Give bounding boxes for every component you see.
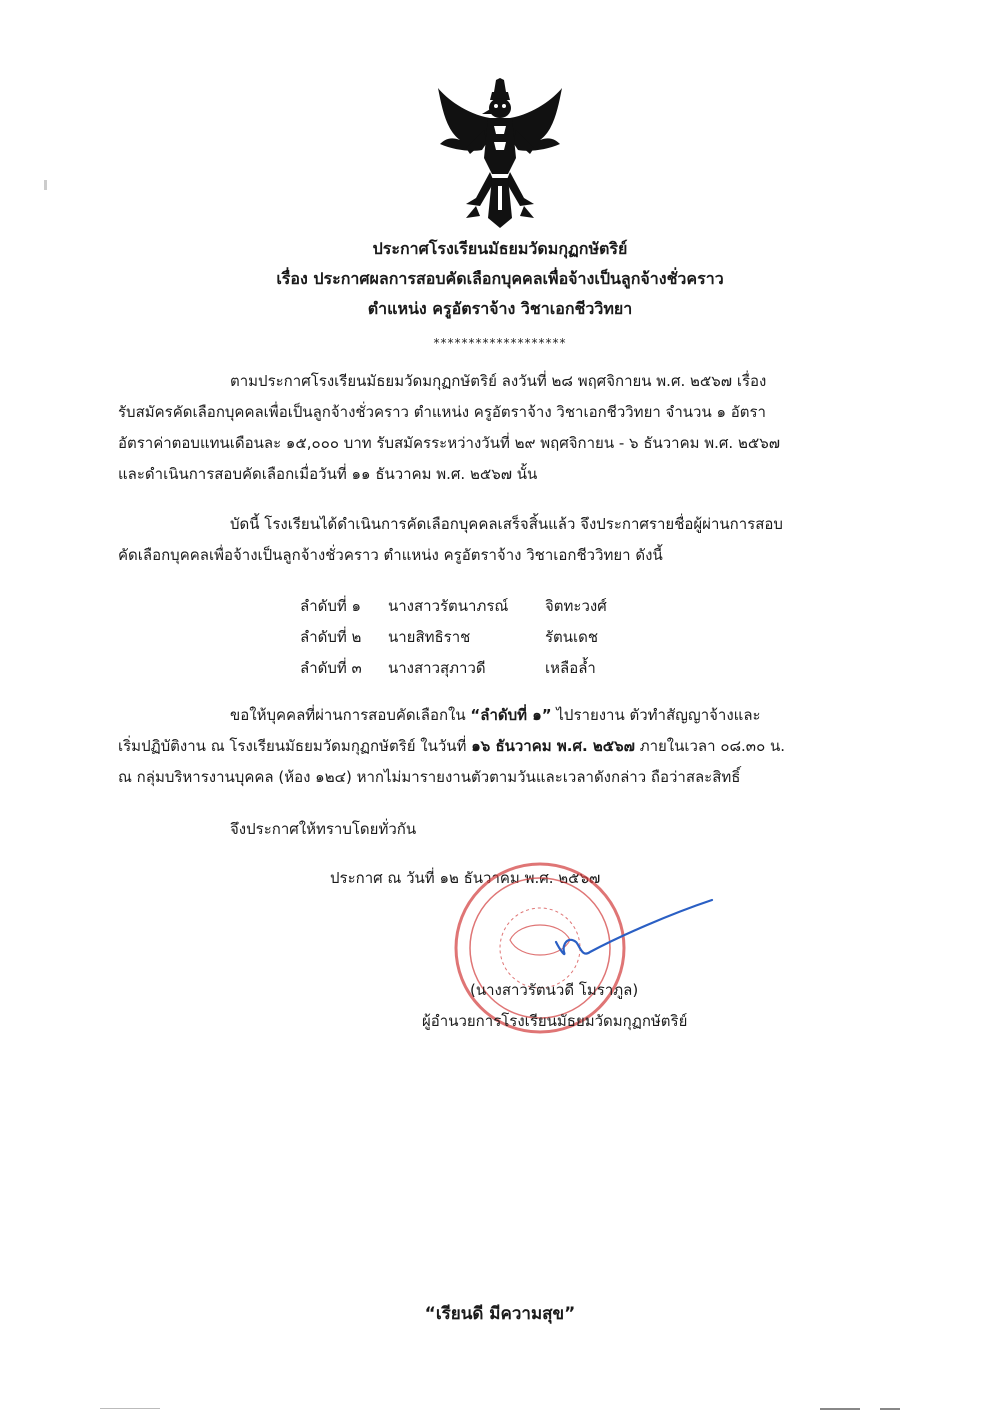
- paragraph-line: [118, 731, 888, 762]
- paragraph-line: คัดเลือกบุคคลเพื่อจ้างเป็นลูกจ้างชั่วคราว ตำแหน่ง ครูอัตราจ้าง วิชาเอกชีววิทยา ดังนี้: [118, 546, 663, 564]
- paragraph-line: รับสมัครคัดเลือกบุคคลเพื่อเป็นลูกจ้างชั่วคราว ตำแหน่ง ครูอัตราจ้าง วิชาเอกชีววิทยา จำนวน ๑ อัตรา: [118, 403, 766, 421]
- candidate-rank: ลำดับที่ ๓: [300, 659, 362, 677]
- announcement-date: ประกาศ ณ วันที่ ๑๒ ธันวาคม พ.ศ. ๒๕๖๗: [330, 869, 601, 887]
- announcement-subject: เรื่อง ประกาศผลการสอบคัดเลือกบุคคลเพื่อจ้างเป็นลูกจ้างชั่วคราว: [276, 269, 724, 288]
- candidate-last-name: เหลือล้ำ: [545, 659, 596, 677]
- paragraph-line: อัตราค่าตอบแทนเดือนละ ๑๕,๐๐๐ บาท รับสมัครระหว่างวันที่ ๒๙ พฤศจิกายน - ๖ ธันวาคม พ.ศ. ๒๕๖๗: [118, 434, 781, 452]
- school-motto: “เรียนดี มีความสุข”: [424, 1304, 576, 1324]
- scan-artifact: [100, 1408, 160, 1409]
- candidate-first-name: นางสาวรัตนาภรณ์: [388, 597, 509, 615]
- separator: *******************: [433, 336, 567, 350]
- paragraph-line: ตามประกาศโรงเรียนมัธยมวัดมกุฏกษัตริย์ ลงวันที่ ๒๘ พฤศจิกายน พ.ศ. ๒๕๖๗ เรื่อง: [230, 372, 767, 390]
- highlight-rank: “ลำดับที่ ๑”: [470, 706, 552, 724]
- scan-artifact: [880, 1408, 900, 1410]
- garuda-emblem-icon: [436, 78, 564, 228]
- candidate-first-name: นายสิทธิราช: [388, 628, 471, 646]
- text-segment: เริ่มปฏิบัติงาน ณ โรงเรียนมัธยมวัดมกุฏกษัตริย์ ในวันที่: [118, 737, 472, 755]
- candidate-rank: ลำดับที่ ๑: [300, 597, 362, 615]
- highlight-date: ๑๖ ธันวาคม พ.ศ. ๒๕๖๗: [471, 737, 635, 755]
- scan-artifact: [44, 180, 47, 190]
- candidate-first-name: นางสาวสุภาวดี: [388, 659, 486, 677]
- paragraph-closing: [118, 814, 888, 845]
- paragraph-reference: [118, 366, 888, 490]
- text-segment: ภายในเวลา ๐๘.๓๐ น.: [634, 737, 786, 755]
- signature-icon: [520, 892, 720, 972]
- paragraph-instruction: [118, 700, 888, 793]
- paragraph-line: ณ กลุ่มบริหารงานบุคคล (ห้อง ๑๒๔) หากไม่มารายงานตัวตามวันและเวลาดังกล่าว ถือว่าสละสิทธิ์: [118, 768, 741, 786]
- paragraph-line: [118, 700, 888, 731]
- scan-artifact: [820, 1408, 860, 1410]
- text-segment: ไปรายงาน ตัวทำสัญญาจ้างและ: [551, 706, 761, 724]
- paragraph-result: [118, 509, 888, 571]
- candidate-rank: ลำดับที่ ๒: [300, 628, 362, 646]
- paragraph-line: จึงประกาศให้ทราบโดยทั่วกัน: [230, 820, 417, 838]
- paragraph-line: บัดนี้ โรงเรียนได้ดำเนินการคัดเลือกบุคคลเสร็จสิ้นแล้ว จึงประกาศรายชื่อผู้ผ่านการสอบ: [230, 515, 783, 533]
- candidate-last-name: รัตนเดช: [545, 628, 599, 646]
- text-segment: ขอให้บุคคลที่ผ่านการสอบคัดเลือกใน: [230, 706, 471, 724]
- announcement-title: ประกาศโรงเรียนมัธยมวัดมกุฏกษัตริย์: [372, 239, 628, 258]
- signer-position: ผู้อำนวยการโรงเรียนมัธยมวัดมกุฏกษัตริย์: [422, 1012, 688, 1030]
- announcement-position: ตำแหน่ง ครูอัตราจ้าง วิชาเอกชีววิทยา: [367, 299, 633, 318]
- candidate-last-name: จิตทะวงศ์: [545, 597, 607, 615]
- paragraph-line: และดำเนินการสอบคัดเลือกเมื่อวันที่ ๑๑ ธันวาคม พ.ศ. ๒๕๖๗ นั้น: [118, 465, 538, 483]
- signer-name: (นางสาวรัตนวดี โมราภูล): [470, 981, 639, 999]
